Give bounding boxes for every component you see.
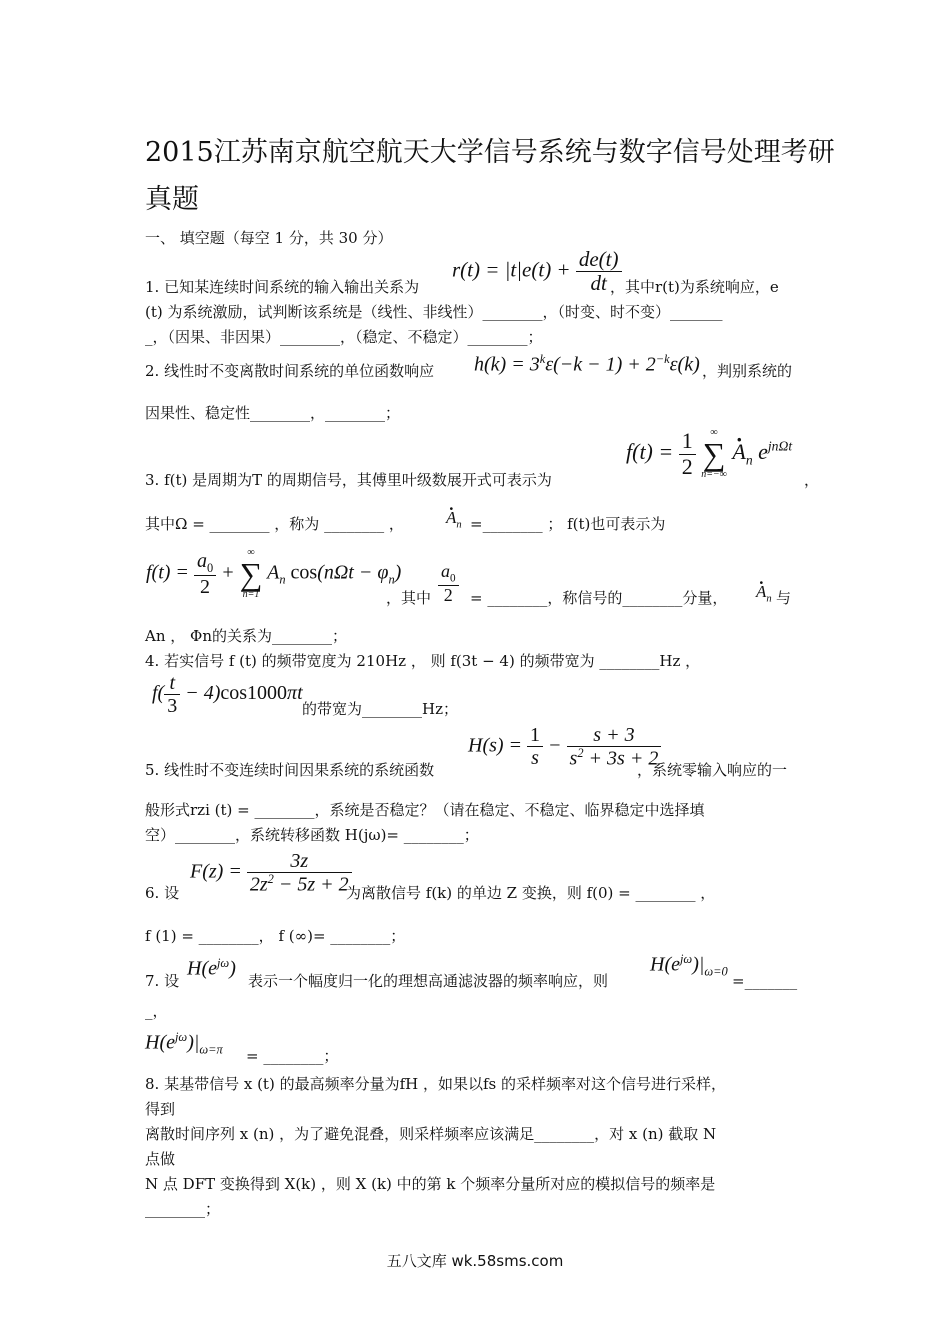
- q2-text-a: 2. 线性时不变离散时间系统的单位函数响应: [145, 362, 435, 380]
- section-heading: 一、 填空题（每空 1 分，共 30 分）: [145, 229, 393, 247]
- q4-text-b: 的带宽为________Hz；: [302, 700, 458, 718]
- q6-text-b: f (1) = ________， f (∞)= ________；: [145, 927, 406, 945]
- q7-text-c: = ________；: [246, 1047, 339, 1065]
- formula-A-n-dot: · $A_n$: [446, 508, 462, 530]
- q8-text-b: 得到: [145, 1100, 176, 1118]
- q7-text-a3: =_______: [732, 972, 798, 990]
- q8-text-d: 点做: [145, 1150, 176, 1168]
- q7-text-a2: 表示一个幅度归一化的理想高通滤波器的频率响应，则: [248, 972, 609, 990]
- q3-text-d2: = ________，称信号的________分量，: [470, 589, 728, 607]
- q2-text-b: ，判别系统的: [702, 362, 793, 380]
- q1-text-c: (t) 为系统激励，试判断该系统是（线性、非线性）________，（时变、时不变）_______: [145, 303, 723, 321]
- q3-text-a: 3. f(t) 是周期为T 的周期信号，其傅里叶级数展开式可表示为: [145, 471, 552, 489]
- formula-H-at-pi: $H(e^{j\omega})|_{\omega=\pi}$: [145, 1030, 223, 1057]
- q1-text-a: 1. 已知某连续时间系统的输入输出关系为: [145, 278, 420, 296]
- q4-text-a: 4. 若实信号 f (t) 的频带宽度为 210Hz ， 则 f(3t − 4) 的频带宽为 ________Hz ，: [145, 652, 701, 670]
- q7-text-a1: 7. 设: [145, 972, 180, 990]
- q2-text-c: 因果性、稳定性________，________；: [145, 404, 401, 422]
- q8-text-f: ________；: [145, 1200, 221, 1218]
- formula-h-k: $h(k) = 3^k\varepsilon(-k - 1) + 2^{-k}\varepsilon(k)$: [474, 352, 700, 376]
- q3-text-c1: 其中Ω = ________ ，称为 ________ ，: [145, 515, 404, 533]
- q5-text-a: 5. 线性时不变连续时间因果系统的系统函数: [145, 761, 435, 779]
- q8-text-e: N 点 DFT 变换得到 X(k) ，则 X (k) 中的第 k 个频率分量所对应的模拟信号的频率是: [145, 1175, 716, 1193]
- document-title-line-1: 2015江苏南京航空航天大学信号系统与数字信号处理考研: [145, 137, 835, 168]
- q6-text-a1: 6. 设: [145, 884, 180, 902]
- q7-text-b: _，: [145, 1002, 168, 1020]
- q3-text-e: An ， Φn的关系为________；: [145, 627, 347, 645]
- footer-watermark: 五八文库 wk.58sms.com: [386, 1252, 564, 1270]
- formula-F-z: F(z) = $\frac{3z}{2z^2 - 5z + 2}$: [190, 850, 352, 896]
- formula-f-t-over-3: f( $\frac{t}{3}$ − 4)cos1000πt: [152, 672, 303, 717]
- q5-text-c: 般形式rzi (t) = ________，系统是否稳定？（请在稳定、不稳定、临界稳定中选择填: [145, 801, 705, 819]
- q3-text-d3: 与: [776, 589, 792, 607]
- document-title-line-2: 真题: [145, 184, 199, 215]
- q5-text-b: ，系统零输入响应的一: [637, 761, 788, 779]
- q1-text-d: _，（因果、非因果）________，（稳定、不稳定）________；: [145, 328, 543, 346]
- q1-text-b: ，其中r(t)为系统响应，e: [610, 278, 779, 296]
- formula-fourier-exp: f(t) = $\frac{1}{2}$ ∞ ∑ n=−∞ · $A_n$ $e^{jn\Omega t}$: [626, 428, 792, 480]
- q3-text-c2: =________ ； f(t)也可表示为: [470, 515, 666, 533]
- formula-H-ejw: $H(e^{j\omega})$: [187, 956, 236, 980]
- q8-text-c: 离散时间序列 x (n) ，为了避免混叠，则采样频率应该满足________，对 x (n) 截取 N: [145, 1125, 717, 1143]
- q5-text-d: 空）________，系统转移函数 H(jω)= ________；: [145, 826, 479, 844]
- formula-fourier-cos: f(t) = $\frac{a_0}{2}$ + ∞ ∑ n=1 $A_n$ $\cos(n\Omega t - \varphi_n)$: [146, 547, 402, 600]
- q6-text-a2: 为离散信号 f(k) 的单边 Z 变换，则 f(0) = ________ ，: [346, 884, 716, 902]
- formula-H-at-0: $H(e^{j\omega})|_{\omega=0}$: [650, 952, 728, 979]
- q8-text-a: 8. 某基带信号 x (t) 的最高频率分量为fH ，如果以fs 的采样频率对这个信号进行采样，: [145, 1075, 726, 1093]
- q3-text-b: ，: [804, 471, 820, 489]
- formula-r-t: r(t) = |t|e(t) + $\frac{de(t)}{dt}$: [452, 248, 622, 295]
- formula-a0-over-2: $\frac{a_0}{2}$: [438, 562, 459, 606]
- formula-A-n-dot-2: · $A_n$: [756, 582, 772, 604]
- formula-H-s: H(s) = $\frac{1}{s}$ − $\frac{s + 3}{s^2 + 3s + 2}$: [468, 724, 661, 770]
- q3-text-d1: ，其中: [386, 589, 432, 607]
